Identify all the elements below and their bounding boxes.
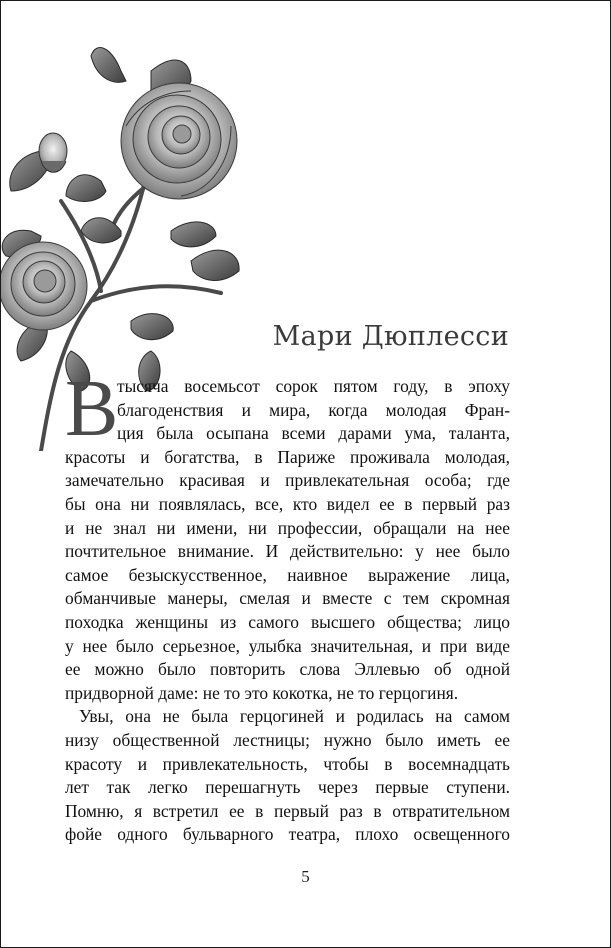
text-line: благоденствия и мира, когда молодая Фран- xyxy=(117,399,510,420)
drop-cap: В xyxy=(65,365,119,453)
text-line: фойе одного бульварного театра, плохо освещенного xyxy=(65,824,510,845)
text-line: Увы, она не была герцогиней и родилась на самом xyxy=(79,706,510,727)
text-line: у нее было серьезное, улыбка значительная, и при виде xyxy=(65,635,510,656)
page-number: 5 xyxy=(301,867,310,886)
paragraph-1 xyxy=(65,365,510,705)
text-line: лет так легко перешагнуть через первые ступени. xyxy=(65,777,510,798)
text-line: придворной даме: не то это кокотка, не то герцогиня. xyxy=(65,682,459,703)
text-line: низу общественной лестницы; нужно было иметь ее xyxy=(65,729,510,750)
text-line: красоту и привлекательность, чтобы в восемнадцать xyxy=(65,753,510,774)
text-line: ее можно было повторить слова Эллевью об одной xyxy=(65,659,510,680)
text-line: походка женщины из самого высшего общества; лицо xyxy=(65,611,510,632)
text-line: ция была осыпана всеми дарами ума, таланта, xyxy=(117,423,510,444)
text-line: тысяча восемьсот сорок пятом году, в эпоху xyxy=(117,376,510,396)
text-line: красоты и богатства, в Париже проживала молодая, xyxy=(65,446,510,467)
text-line: самое безыскусственное, наивное выражение лица, xyxy=(65,564,510,585)
text-line: замечательно красивая и привлекательная особа; где xyxy=(65,470,510,491)
text-line: и не знал ни имени, ни профессии, обращали на нее xyxy=(65,517,510,538)
text-line: обманчивые манеры, смелая и вместе с тем скромная xyxy=(65,588,510,609)
text-line: Помню, я встретил ее в первый раз в отвратительном xyxy=(65,800,510,821)
chapter-body xyxy=(65,365,510,847)
paragraph-2 xyxy=(65,705,510,847)
chapter-title: Мари Дюплесси xyxy=(272,321,509,352)
text-line: бы она ни появлялась, все, кто видел ее в первый раз xyxy=(65,493,510,514)
text-line: почтительное внимание. И действительно: у нее было xyxy=(65,541,510,562)
